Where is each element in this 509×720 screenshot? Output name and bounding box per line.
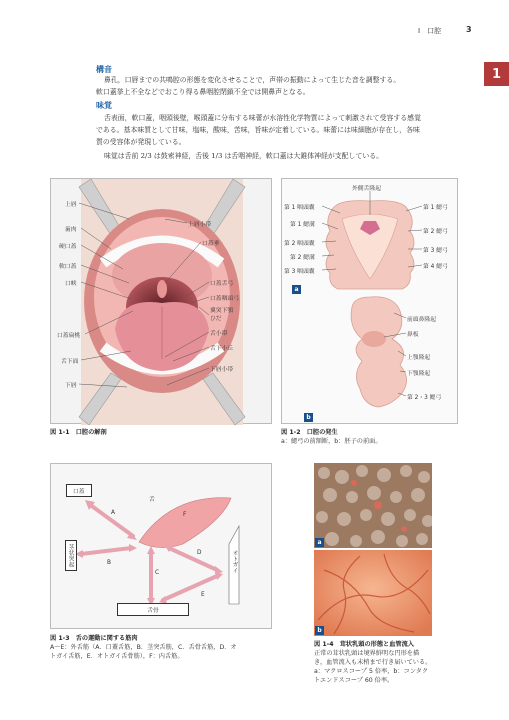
label-hyoid: 舌骨 [117, 603, 189, 616]
label-styloid-process: 茎状突起 [65, 540, 77, 571]
label-1st-pharyngeal-groove: 第 1 鰓溝 [290, 222, 315, 228]
paragraph-taste-1: 舌表面，軟口蓋，咽頭後壁，喉頭蓋に分布する味蕾が水溶性化学物質によって刺激されて受容する感覚 [104, 114, 421, 122]
paragraph-taste-3: 質の受容体が発現している。 [96, 138, 186, 146]
label-mandibular-prominence: 下顎隆起 [407, 371, 431, 377]
label-palate: 口蓋 [66, 484, 92, 497]
label-2nd-pharyngeal-groove: 第 2 鰓溝 [290, 255, 315, 261]
caption-fig-1-4-title: 茸状乳頭の形態と血管流入 [339, 641, 414, 648]
letter-c: C [155, 570, 160, 576]
panel-tag-b: b [304, 413, 313, 422]
label-2nd-3rd-arches: 第 2・3 鰓弓 [407, 395, 442, 401]
label-tongue: 舌 [149, 497, 155, 503]
caption-fig-1-2-body: a：鰓弓の前額断，b：胚子の前面。 [281, 438, 382, 445]
label-1st-pharyngeal-pouch: 第 1 咽頭囊 [284, 205, 315, 211]
label-maxillary-prominence: 上顎隆起 [407, 355, 431, 361]
label-palatine-tonsil: 口蓋扁桃 [57, 333, 81, 339]
label-1st-pharyngeal-arch: 第 1 鰓弓 [423, 205, 448, 211]
label-lower-lip-frenulum: 下唇小帯 [210, 367, 234, 373]
letter-f: F [183, 512, 187, 518]
label-sublingual-caruncle: 舌下小丘 [210, 346, 234, 352]
photo-tag-a: a [315, 538, 324, 547]
label-frontonasal-prominence: 前頭鼻隆起 [407, 317, 436, 323]
label-nasal-placode: 鼻板 [407, 332, 419, 338]
paragraph-taste-2: である。基本味質として甘味，塩味，酸味，苦味，旨味が定着している。味蕾には味細胞が存在し，各味 [96, 126, 420, 134]
label-3rd-pharyngeal-pouch: 第 3 咽頭囊 [284, 269, 315, 275]
page-number: 3 [466, 25, 472, 34]
label-lingual-frenulum: 舌小帯 [210, 331, 228, 337]
label-palatopharyngeal-arch: 口蓋咽頭弓 [210, 296, 239, 302]
heading-taste: 味覚 [96, 101, 112, 110]
caption-fig-1-4 [314, 640, 464, 685]
caption-fig-1-1 [50, 428, 107, 437]
label-uvula: 口蓋垂 [202, 241, 220, 247]
caption-fig-1-4-body-2: き，血管流入も末梢まで行き届いている。 [314, 659, 432, 666]
label-3rd-pharyngeal-arch: 第 3 鰓弓 [423, 248, 448, 254]
label-mentum: オトガイ [231, 550, 237, 574]
label-upper-lip-frenulum: 上唇小帯 [188, 222, 212, 228]
heading-articulation: 構音 [96, 65, 112, 74]
running-header-chapter: Ⅰ 口腔 [418, 27, 442, 35]
embryo-illustration [282, 179, 459, 425]
label-hard-palate: 硬口蓋 [59, 244, 77, 250]
papillae-macro-photo [314, 463, 432, 548]
label-palatoglossal-arch: 口蓋舌弓 [210, 281, 234, 287]
figure-oral-anatomy [50, 178, 272, 424]
section-tab: 1 [484, 62, 509, 86]
oral-cavity-illustration [51, 179, 273, 425]
letter-d: D [197, 550, 202, 556]
label-lower-lip: 下唇 [65, 383, 77, 389]
letter-a: A [111, 510, 115, 516]
label-4th-pharyngeal-arch: 第 4 鰓弓 [423, 264, 448, 270]
caption-fig-1-1-number: 図 1-1 [50, 429, 70, 436]
caption-fig-1-3-title: 舌の運動に関する筋肉 [75, 635, 138, 642]
paragraph-articulation-1: 鼻孔，口唇までの共鳴腔の形態を変化させることで，声帯の振動によって生じた音を調整する。 [104, 76, 401, 84]
label-pterygomandibular-fold: 翼突下顎 ひだ [210, 308, 234, 322]
caption-fig-1-4-body-4: トエンドスコープ 60 倍率。 [314, 677, 394, 684]
caption-fig-1-3-number: 図 1-3 [50, 635, 70, 642]
letter-e: E [201, 592, 205, 598]
caption-fig-1-2 [281, 428, 382, 446]
paragraph-taste-4: 味覚は舌前 2/3 は鼓索神経，舌後 1/3 は舌咽神経，軟口蓋は大錐体神経が支配している。 [104, 152, 383, 160]
panel-tag-a: a [292, 285, 301, 294]
label-gingiva: 歯肉 [65, 227, 77, 233]
caption-fig-1-4-body-1: 正常の茸状乳頭は境界鮮明な円形を描 [314, 650, 420, 657]
papillae-endoscope-photo [314, 550, 432, 636]
label-tongue-underside: 舌下面 [61, 359, 79, 365]
label-upper-lip: 上唇 [65, 202, 77, 208]
caption-fig-1-2-title: 口腔の発生 [306, 429, 338, 436]
figure-oral-development [281, 178, 458, 424]
label-soft-palate: 軟口蓋 [59, 264, 77, 270]
label-2nd-pharyngeal-arch: 第 2 鰓弓 [423, 229, 448, 235]
caption-fig-1-2-number: 図 1-2 [281, 429, 301, 436]
caption-fig-1-4-body-3: a：マクロスコープ 5 倍率，b：コンタク [314, 668, 429, 675]
photo-tag-b: b [315, 626, 324, 635]
paragraph-articulation-2: 軟口蓋挙上不全などでおこり得る鼻咽腔閉鎖不全では開鼻声となる。 [96, 88, 310, 96]
caption-fig-1-1-title: 口腔の解剖 [75, 429, 107, 436]
caption-fig-1-3-body-1: A～E：外舌筋（A．口蓋舌筋，B．茎突舌筋，C．舌骨舌筋，D．オ [50, 644, 237, 651]
photo-contact-endoscope [314, 550, 432, 636]
label-2nd-pharyngeal-pouch: 第 2 咽頭囊 [284, 241, 315, 247]
caption-fig-1-3 [50, 634, 275, 661]
photo-macroscope [314, 463, 432, 548]
caption-fig-1-4-number: 図 1-4 [314, 641, 334, 648]
label-lateral-lingual-swelling: 外側舌隆起 [352, 186, 381, 192]
letter-b: B [107, 560, 111, 566]
figure-tongue-muscles [50, 463, 272, 629]
caption-fig-1-3-body-2: トガイ舌筋，E．オトガイ舌骨筋），F：内舌筋。 [50, 653, 184, 660]
label-fauces: 口峡 [65, 281, 77, 287]
